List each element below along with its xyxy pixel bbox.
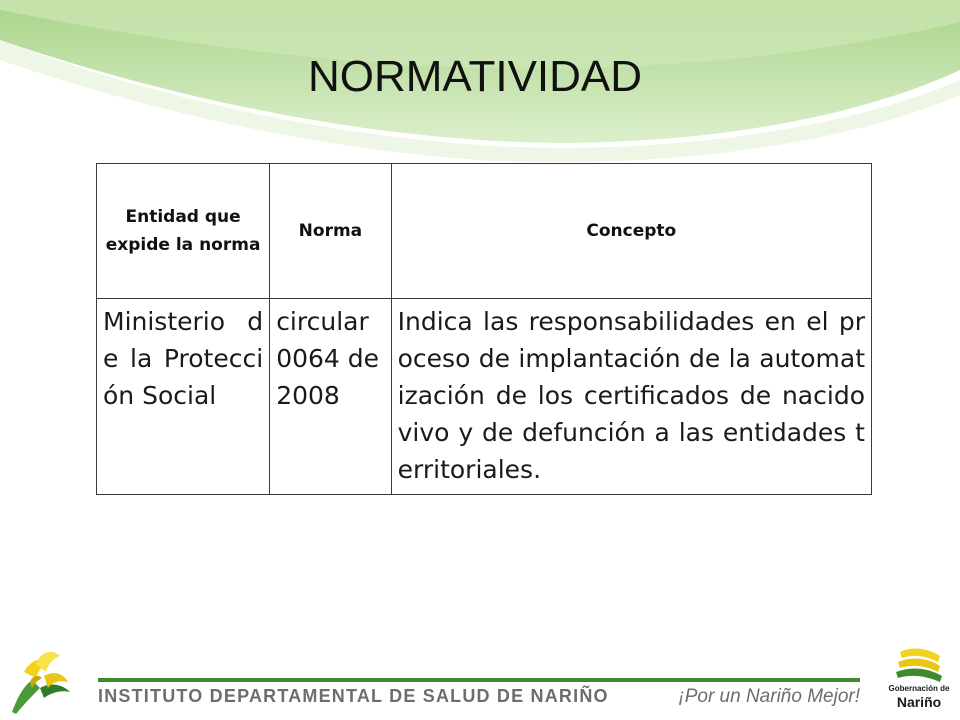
header-concepto: Concepto xyxy=(391,164,871,299)
gobernacion-emblem-icon xyxy=(882,644,956,684)
header-norma: Norma xyxy=(270,164,391,299)
table-row xyxy=(97,299,872,495)
cell-norma: circular 0064 de 2008 xyxy=(270,299,391,495)
table-header-row xyxy=(97,164,872,299)
gobernacion-logo-caption: Gobernación de xyxy=(888,684,950,693)
footer-institute-name: INSTITUTO DEPARTAMENTAL DE SALUD DE NARIÑO xyxy=(98,686,609,706)
institute-flower-logo-icon xyxy=(10,642,76,716)
cell-entidad: Ministerio de la Protección Social xyxy=(97,299,270,495)
header-entidad: Entidad que expide la norma xyxy=(97,164,270,299)
cell-concepto: Indica las responsabilidades en el proceso de implantación de la automatización de los certificados de nacido vivo y de defunción a las entidades territoriales. xyxy=(391,299,871,495)
slide-title: NORMATIVIDAD xyxy=(307,52,643,101)
normativity-table xyxy=(96,163,872,495)
footer-divider xyxy=(98,678,860,682)
gobernacion-logo-name: Nariño xyxy=(896,694,942,710)
gobernacion-logo xyxy=(882,644,956,716)
footer-slogan: ¡Por un Nariño Mejor! xyxy=(678,686,860,707)
